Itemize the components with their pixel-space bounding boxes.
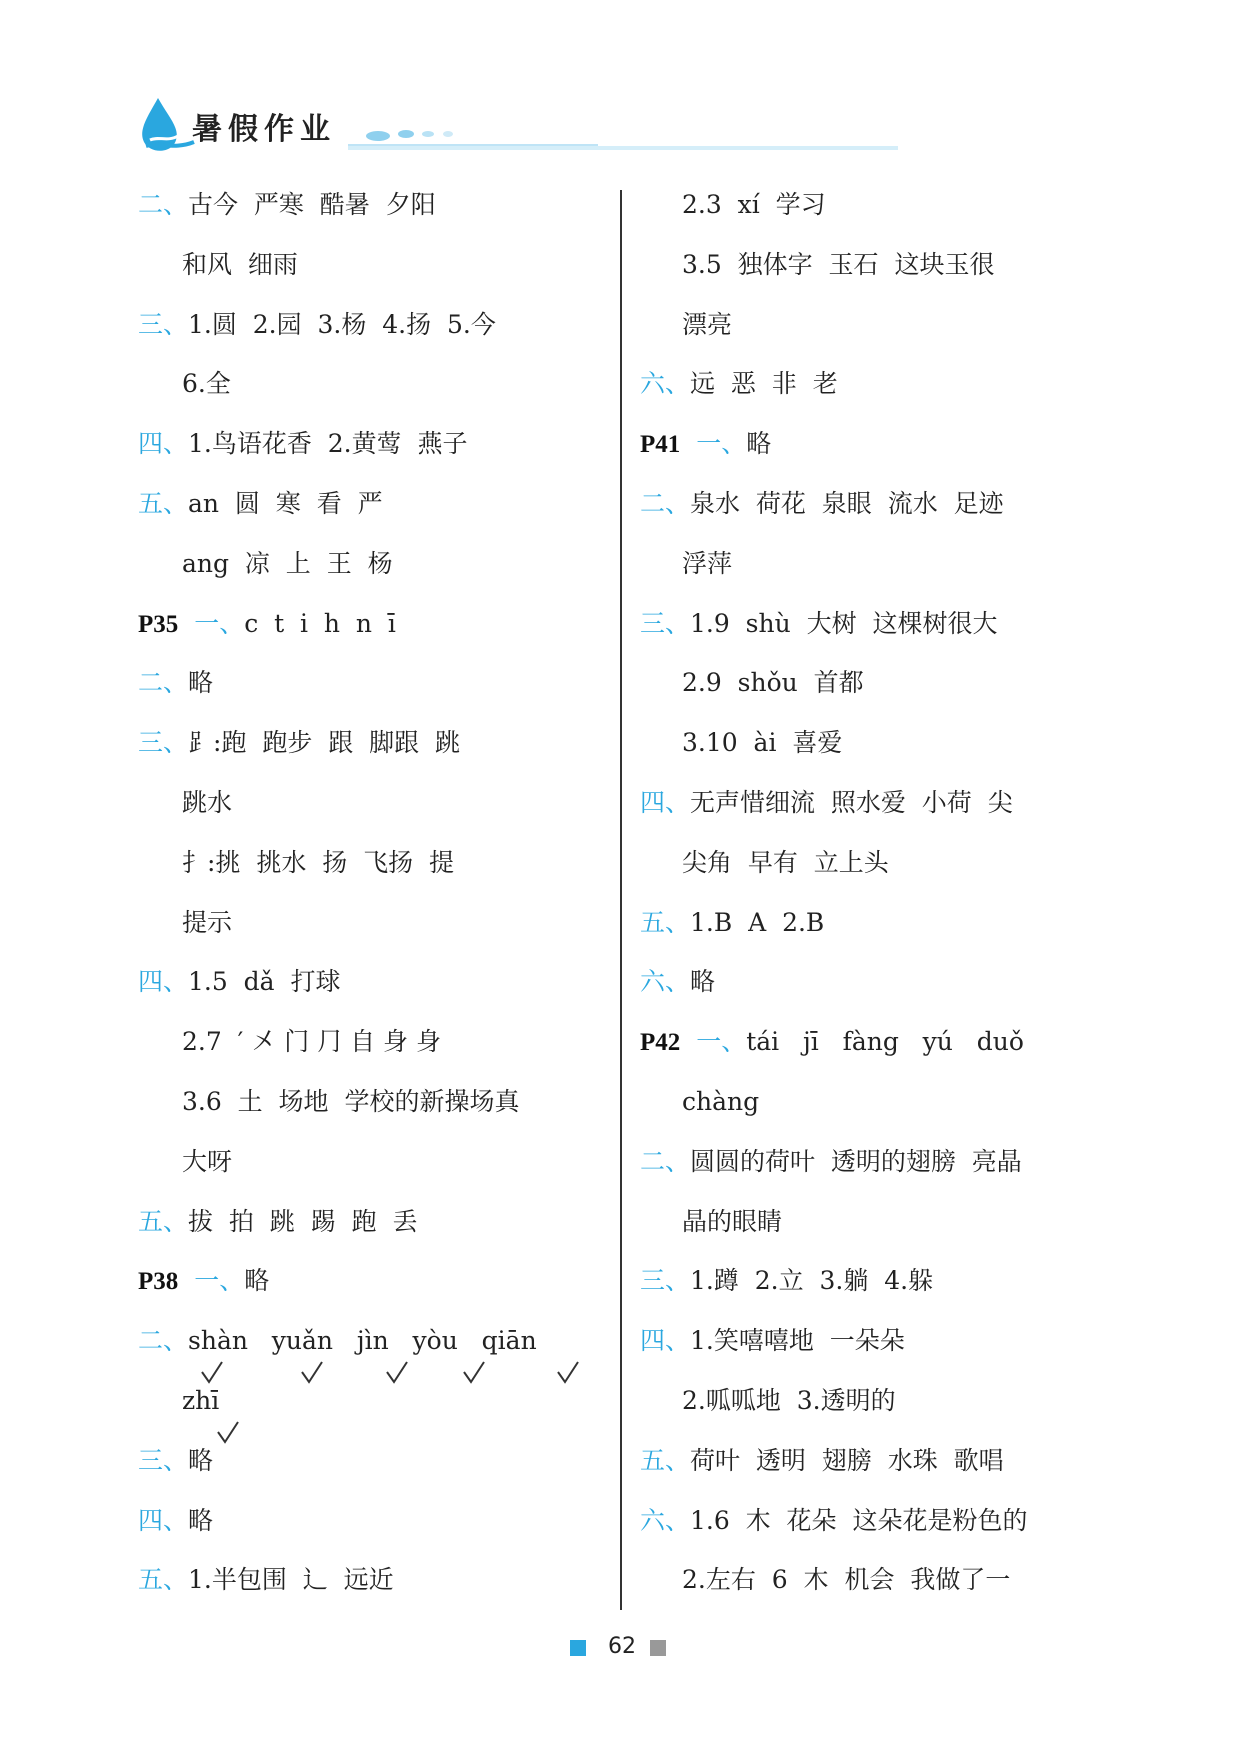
answer-line — [640, 489, 1004, 519]
water-drop-logo-icon — [138, 96, 198, 156]
answer-line — [640, 1446, 1004, 1476]
answer-line — [138, 967, 340, 997]
section-marker: 六、 — [640, 1505, 691, 1535]
answer-text: 荷叶 透明 翅膀 水珠 歌唱 — [690, 1445, 1004, 1475]
check-mark-icon — [300, 1360, 324, 1386]
answer-text: 2.9 shǒu 首都 — [682, 668, 864, 698]
answer-text: 略 — [746, 429, 772, 459]
answer-text: 扌:挑 挑水 扬 飞扬 提 — [182, 847, 454, 877]
answer-line — [182, 1027, 441, 1057]
page-reference: P41 — [640, 431, 681, 459]
answer-line — [182, 1087, 519, 1117]
section-marker: 二、 — [138, 668, 189, 698]
answer-text: 3.10 ài 喜爱 — [682, 728, 843, 758]
answer-text: 2.3 xí 学习 — [682, 190, 826, 219]
answer-line — [682, 310, 732, 340]
answer-line — [138, 668, 213, 698]
answer-line — [182, 549, 393, 579]
answer-text: 浮萍 — [682, 548, 733, 578]
answer-line — [640, 1506, 1027, 1536]
section-marker: 四、 — [640, 1326, 691, 1356]
answer-text: ang 凉 上 王 杨 — [182, 548, 393, 578]
section-marker: 二、 — [640, 489, 691, 518]
answer-text: shàn yuǎn jìn yòu qiān — [188, 1326, 537, 1356]
page-reference: P35 — [138, 610, 179, 638]
answer-text: 跳水 — [182, 788, 233, 817]
header-title — [190, 104, 334, 148]
answer-line — [138, 310, 496, 340]
answer-text: 1.蹲 2.立 3.躺 4.躲 — [690, 1266, 934, 1296]
answer-text: 略 — [188, 668, 214, 698]
answer-text: 3.6 土 场地 学校的新操场真 — [182, 1087, 520, 1116]
answer-text: 3.5 独体字 玉石 这块玉很 — [682, 249, 995, 279]
answer-text: ⻊:跑 跑步 跟 脚跟 跳 — [188, 728, 461, 758]
answer-line — [138, 1326, 537, 1356]
answer-line — [138, 728, 460, 758]
answer-line — [682, 848, 889, 878]
answer-line — [182, 848, 454, 878]
check-mark-icon — [216, 1420, 240, 1446]
answer-line — [682, 190, 826, 220]
answer-line — [640, 908, 824, 938]
section-marker: 二、 — [138, 190, 189, 219]
answer-line — [682, 1087, 759, 1117]
check-mark-icon — [556, 1360, 580, 1386]
answer-line — [138, 1266, 269, 1297]
section-marker: 五、 — [138, 1565, 189, 1595]
answer-text: 远 恶 非 老 — [690, 369, 838, 399]
title-char: 假 — [228, 112, 260, 147]
title-char: 暑 — [192, 112, 224, 147]
answer-text: 1.6 木 花朵 这朵花是粉色的 — [690, 1505, 1028, 1535]
answer-line — [182, 369, 231, 399]
answer-line — [138, 190, 436, 220]
answer-line — [640, 1027, 1024, 1058]
answer-text: 1.B A 2.B — [690, 907, 825, 937]
check-mark-icon — [462, 1360, 486, 1386]
title-char: 业 — [300, 112, 332, 147]
section-marker: 五、 — [138, 1206, 189, 1236]
answer-text: 略 — [188, 1445, 214, 1475]
answer-line — [682, 1386, 896, 1416]
answer-text: 6.全 — [182, 369, 231, 399]
section-marker: 一、 — [194, 608, 245, 638]
answer-text: 1.圆 2.园 3.杨 4.扬 5.今 — [188, 309, 496, 339]
answer-text: 略 — [244, 1266, 270, 1296]
section-marker: 二、 — [138, 1326, 189, 1356]
answer-line — [138, 429, 468, 459]
answer-line — [640, 429, 771, 460]
answer-text: 大呀 — [182, 1146, 233, 1176]
answer-line — [640, 967, 715, 997]
page-footer — [570, 1632, 680, 1668]
answer-line — [138, 1207, 417, 1237]
answer-text: 尖角 早有 立上头 — [682, 847, 889, 877]
footer-square-blue — [570, 1640, 586, 1656]
answer-line — [640, 1326, 905, 1356]
answer-line — [682, 668, 864, 698]
answer-text: 1.5 dǎ 打球 — [188, 967, 341, 997]
answer-line — [640, 609, 998, 639]
answer-line — [640, 1266, 933, 1296]
answer-text: 圆圆的荷叶 透明的翅膀 亮晶 — [690, 1146, 1022, 1176]
answer-line — [182, 1386, 219, 1416]
answer-line — [138, 1506, 213, 1536]
section-marker: 四、 — [640, 788, 691, 817]
answer-text: 2.呱呱地 3.透明的 — [682, 1386, 896, 1415]
check-mark-icon — [385, 1360, 409, 1386]
answer-text: 拔 拍 跳 踢 跑 丢 — [188, 1206, 418, 1236]
answer-text: 略 — [690, 967, 716, 997]
answer-text: 略 — [188, 1505, 214, 1535]
answer-line — [182, 250, 298, 280]
check-mark-icon — [200, 1360, 224, 1386]
section-marker: 四、 — [138, 967, 189, 997]
answer-line — [182, 1147, 232, 1177]
answer-line — [138, 1565, 394, 1595]
section-marker: 一、 — [696, 1027, 747, 1057]
section-marker: 五、 — [138, 489, 189, 518]
answer-line — [182, 788, 232, 818]
page-reference: P38 — [138, 1268, 179, 1296]
answer-line — [640, 788, 1013, 818]
answer-text: 和风 细雨 — [182, 249, 298, 279]
section-marker: 三、 — [640, 608, 691, 638]
answer-line — [682, 250, 994, 280]
answer-text: 1.半包围 辶 远近 — [188, 1565, 394, 1595]
section-marker: 一、 — [194, 1266, 245, 1296]
header-decoration — [348, 120, 898, 154]
answer-text: 泉水 荷花 泉眼 流水 足迹 — [690, 489, 1004, 518]
section-marker: 二、 — [640, 1146, 691, 1176]
section-marker: 六、 — [640, 967, 691, 997]
section-marker: 三、 — [640, 1266, 691, 1296]
section-marker: 三、 — [138, 1445, 189, 1475]
answer-text: 提示 — [182, 907, 233, 937]
answer-text: an 圆 寒 看 严 — [188, 489, 383, 518]
section-marker: 四、 — [138, 1505, 189, 1535]
section-marker: 五、 — [640, 907, 691, 937]
section-marker: 四、 — [138, 429, 189, 459]
answer-line — [682, 728, 842, 758]
answer-text: 无声惜细流 照水爱 小荷 尖 — [690, 788, 1013, 817]
column-divider — [620, 190, 622, 1610]
answer-line — [640, 369, 838, 399]
page-reference: P42 — [640, 1029, 681, 1057]
answer-text: 1.鸟语花香 2.黄莺 燕子 — [188, 429, 468, 459]
answer-text: 古今 严寒 酷暑 夕阳 — [188, 190, 436, 219]
answer-text: c t i h n ī — [244, 608, 396, 638]
answer-line — [138, 1446, 213, 1476]
title-char: 作 — [264, 112, 296, 147]
section-marker: 三、 — [138, 728, 189, 758]
section-marker: 三、 — [138, 309, 189, 339]
answer-text: tái jī fàng yú duǒ — [746, 1027, 1024, 1057]
answer-text: 2.左右 6 木 机会 我做了一 — [682, 1565, 1011, 1595]
answer-line — [682, 1207, 782, 1237]
section-marker: 六、 — [640, 369, 691, 399]
answer-text: 1.笑嘻嘻地 一朵朵 — [690, 1326, 905, 1356]
answer-text: 漂亮 — [682, 309, 733, 339]
answer-line — [182, 908, 232, 938]
answer-line — [640, 1147, 1022, 1177]
answer-line — [682, 1565, 1010, 1595]
answer-text: 1.9 shù 大树 这棵树很大 — [690, 608, 998, 638]
answer-line — [138, 609, 396, 640]
page-number: 62 — [608, 1634, 636, 1659]
section-marker: 一、 — [696, 429, 747, 459]
answer-text: chàng — [682, 1087, 760, 1116]
footer-square-gray — [650, 1640, 666, 1656]
answer-text: 2.7 ′ 㐅 门 ⺆ 自 身 身 — [182, 1027, 442, 1057]
page-header — [138, 96, 898, 158]
section-marker: 五、 — [640, 1445, 691, 1475]
answer-line — [138, 489, 383, 519]
answer-line — [682, 549, 732, 579]
answer-text: zhī — [182, 1386, 220, 1415]
answer-text: 晶的眼睛 — [682, 1206, 783, 1236]
